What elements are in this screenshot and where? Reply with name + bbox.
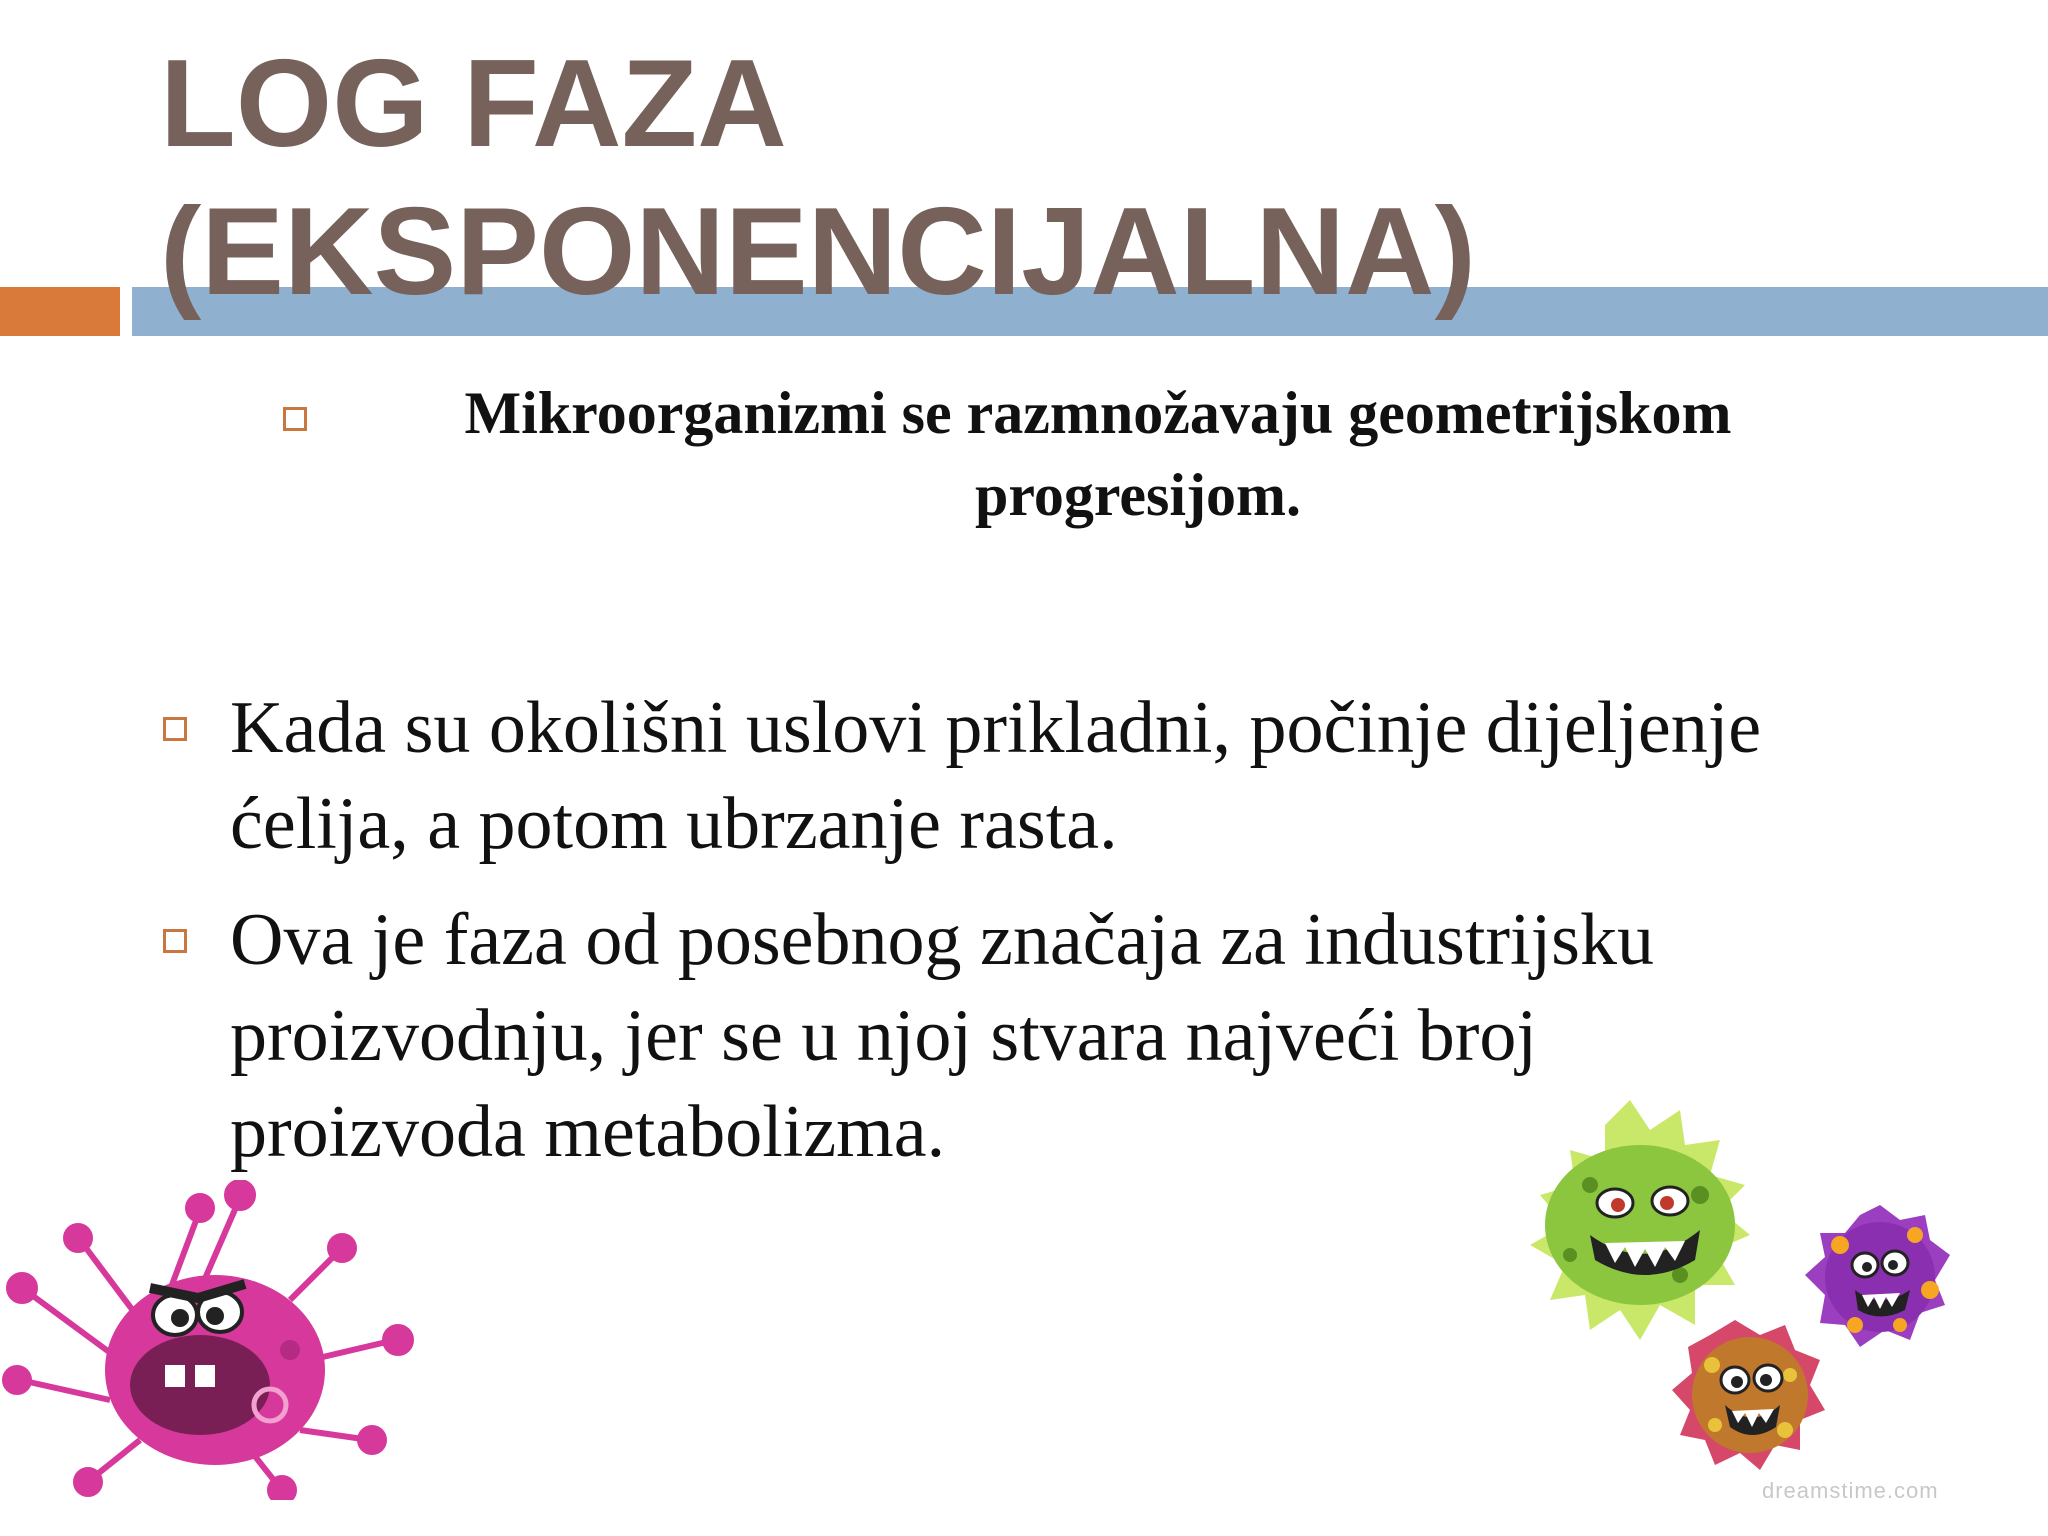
bullet-2-line-3: proizvoda metabolizma. bbox=[230, 1091, 946, 1173]
bullet-2-line-1: Ova je faza od posebnog značaja za industrijsku bbox=[230, 899, 1654, 981]
subtitle-line-2: progresijom. bbox=[974, 462, 1302, 528]
bullet-text-1 bbox=[230, 680, 1950, 872]
bullet-2-line-2: proizvodnju, jer se u njoj stvara najveći broj bbox=[230, 995, 1537, 1077]
title-line-1: LOG FAZA bbox=[160, 35, 787, 173]
bullet-1-line-1: Kada su okolišni uslovi prikladni, počinje dijeljenje bbox=[230, 687, 1762, 769]
bullet-square-icon bbox=[163, 717, 187, 741]
bullet-square-icon bbox=[283, 407, 307, 431]
accent-bar-orange bbox=[0, 287, 120, 336]
bullet-1-line-2: ćelija, a potom ubrzanje rasta. bbox=[230, 783, 1118, 865]
subtitle-text bbox=[348, 372, 1848, 536]
title-line-2: (EKSPONENCIJALNA) bbox=[160, 183, 1476, 321]
bullet-square-icon bbox=[163, 929, 187, 953]
pink-germ-icon bbox=[0, 1180, 420, 1500]
watermark: dreamstime.com bbox=[1762, 1478, 1939, 1503]
germ-group-icon bbox=[1440, 1085, 1960, 1515]
subtitle-line-1: Mikroorganizmi se razmnožavaju geometrijskom bbox=[464, 380, 1732, 446]
slide-title bbox=[160, 30, 1760, 326]
